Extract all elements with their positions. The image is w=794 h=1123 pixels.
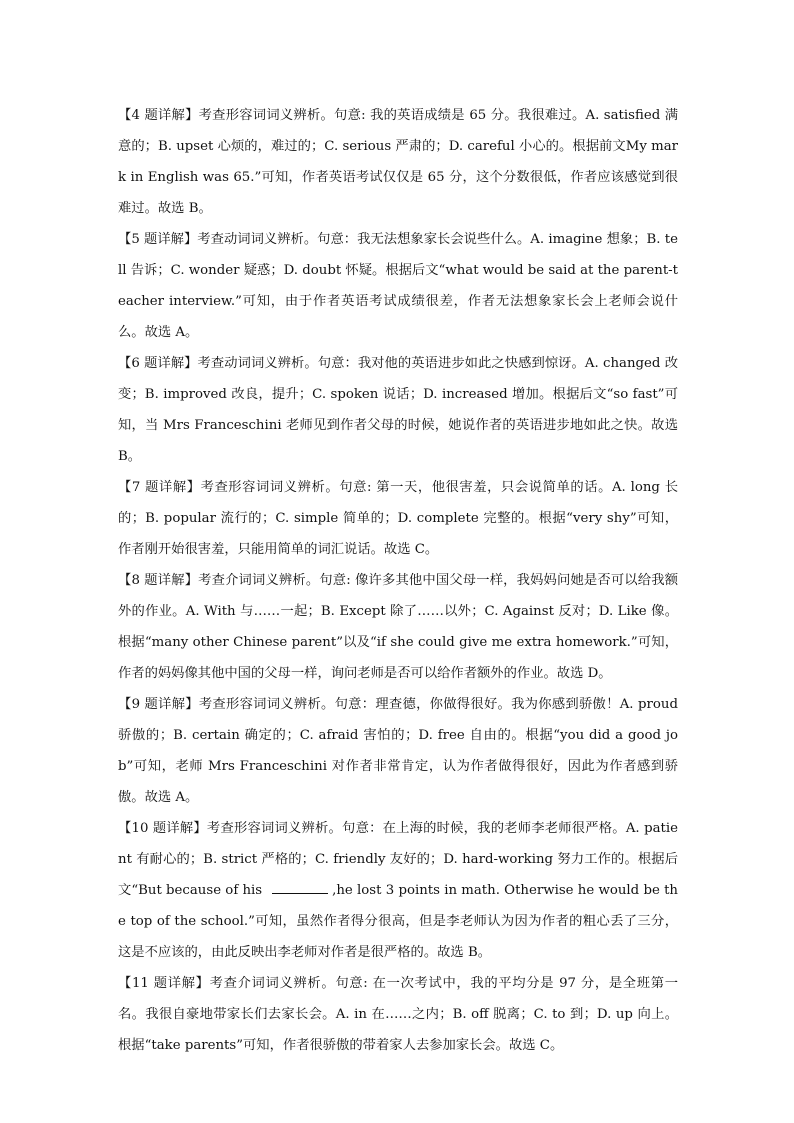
explanation-q6: 【6 题详解】考查动词词义辨析。句意：我对他的英语进步如此之快感到惊讶。A. changed 改变；B. improved 改良，提升；C. spoken 说话；D. increased 增加。根据后文“so fast”可知，当 Mrs Franceschini 老师见到作者父母的时候，她说作者的英语进步地如此之快。故选 B。: [118, 356, 678, 464]
explanation-q10: [118, 813, 678, 968]
answer-explanations: [118, 100, 678, 1061]
fill-in-blank-line: [272, 881, 328, 894]
explanation-q10-part1: 【10 题详解】考查形容词词义辨析。句意：在上海的时候，我的老师李老师很严格。A. patient 有耐心的；B. strict 严格的；C. friendly 友好的；D. hard-working 努力工作的。根据后文“But because of his: [118, 821, 678, 898]
explanation-q5: 【5 题详解】考查动词词义辨析。句意：我无法想象家长会说些什么。A. imagine 想象；B. tell 告诉；C. wonder 疑惑；D. doubt 怀疑。根据后文“what would be said at the parent-teacher interview.”可知，由于作者英语考试成绩很差，作者无法想象家长会上老师会说什么。故选 A。: [118, 232, 678, 340]
explanation-q8: 【8 题详解】考查介词词义辨析。句意: 像许多其他中国父母一样，我妈妈问她是否可以给我额外的作业。A. With 与……一起；B. Except 除了……以外；C. Against 反对；D. Like 像。根据“many other Chinese parent”以及“if she could give me extra homework.”可知，作者的妈妈像其他中国的父母一样，询问老师是否可以给作者额外的作业。故选 D。: [118, 573, 678, 681]
explanation-q11: 【11 题详解】考查介词词义辨析。句意: 在一次考试中，我的平均分是 97 分，是全班第一名。我很自豪地带家长们去家长会。A. in 在……之内；B. off 脱离；C. to 到；D. up 向上。根据“take parents”可知，作者很骄傲的带着家人去参加家长会。故选 C。: [118, 976, 678, 1053]
explanation-q4: 【4 题详解】考查形容词词义辨析。句意: 我的英语成绩是 65 分。我很难过。A. satisfied 满意的；B. upset 心烦的，难过的；C. serious 严肃的；D. careful 小心的。根据前文My mark in English was 65.”可知，作者英语考试仅仅是 65 分，这个分数很低，作者应该感觉到很难过。故选 B。: [118, 108, 678, 216]
explanation-q7: 【7 题详解】考查形容词词义辨析。句意: 第一天，他很害羞，只会说简单的话。A. long 长的；B. popular 流行的；C. simple 简单的；D. complete 完整的。根据“very shy”可知，作者刚开始很害羞，只能用简单的词汇说话。故选 C。: [118, 480, 678, 557]
explanation-q9: 【9 题详解】考查形容词词义辨析。句意：理查德，你做得很好。我为你感到骄傲！A. proud 骄傲的；B. certain 确定的；C. afraid 害怕的；D. free 自由的。根据“you did a good job”可知，老师 Mrs Franceschini 对作者非常肯定，认为作者做得很好，因此为作者感到骄傲。故选 A。: [118, 697, 678, 805]
explanation-q10-part2: ,he lost 3 points in math. Otherwise he would be the top of the school.”可知，虽然作者得分很高，但是李老师认为因为作者的粗心丢了三分，这是不应该的，由此反映出李老师对作者是很严格的。故选 B。: [118, 883, 678, 960]
